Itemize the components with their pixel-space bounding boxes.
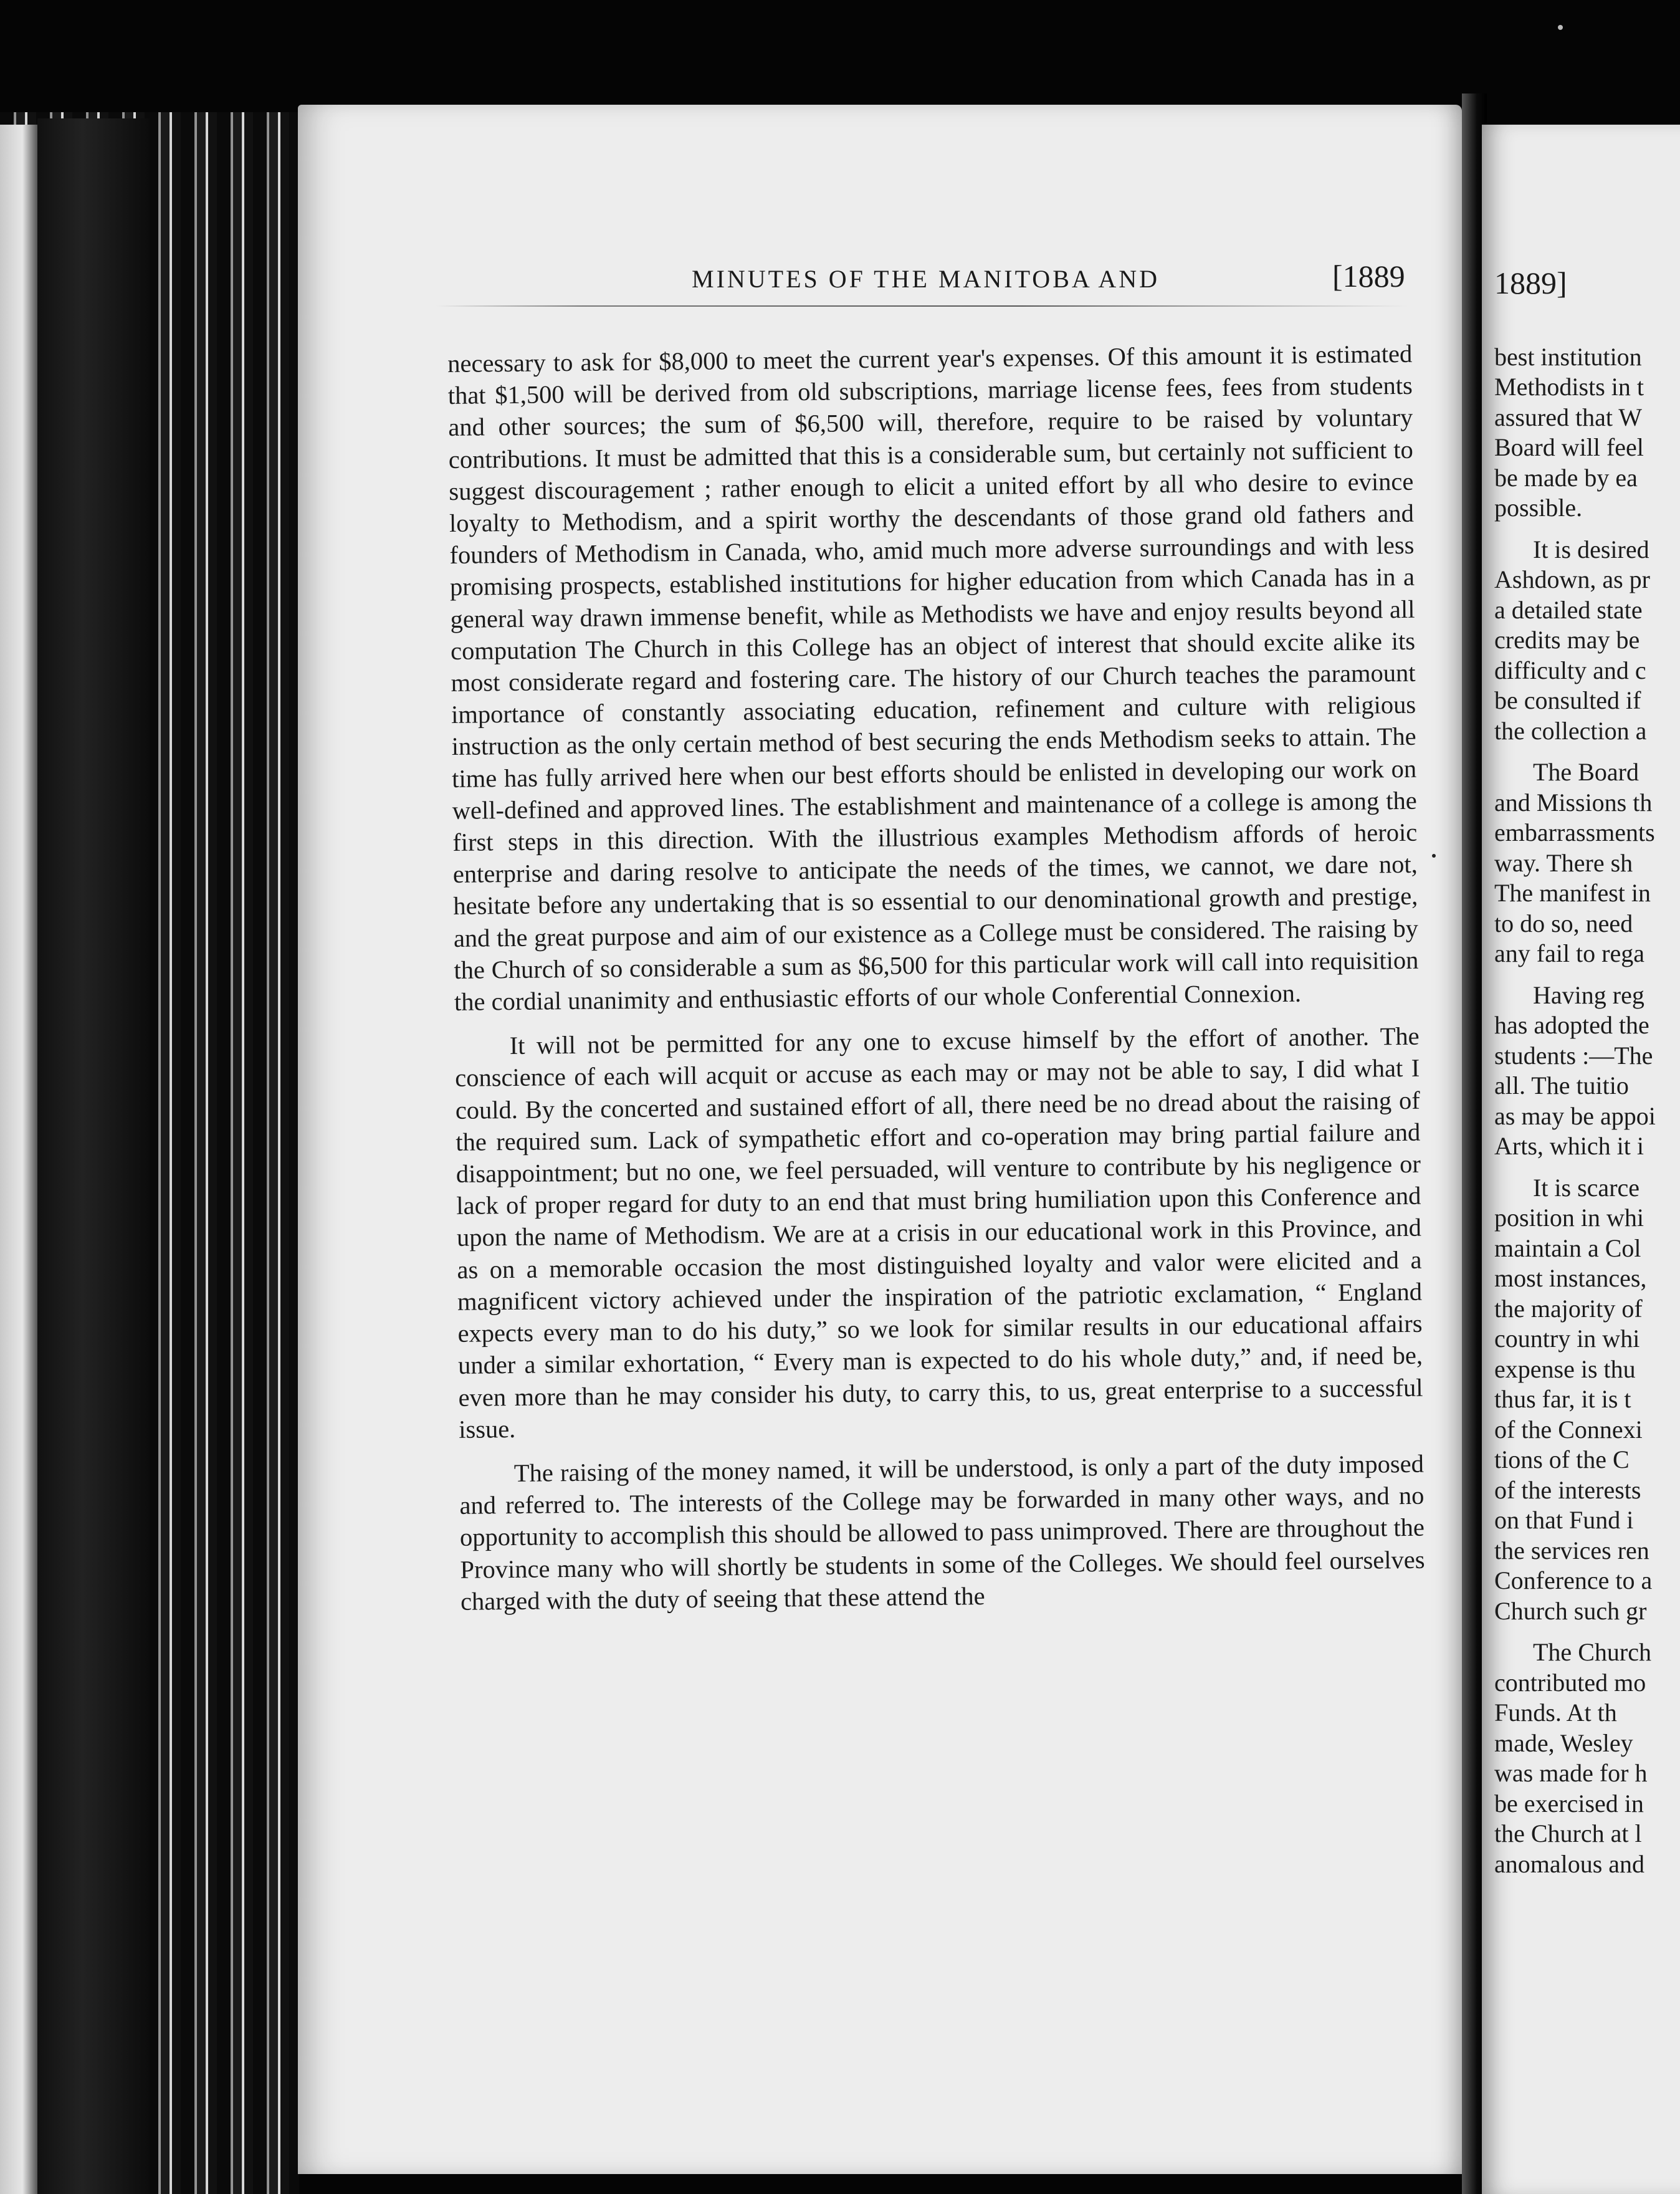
facing-line: assured that W (1494, 403, 1642, 431)
paragraph-2: It will not be permitted for any one to excuse himself by the effort of another. The conscience of each will acquit or accuse as each may or may not be able to say, I did what I could. By the concerted and sustained effort of all, there need be no dread about the raising of the required sum. Lack of sympathetic effort and co-operation may bring partial failure and disappointment; but no one, we feel persuaded, will venture to contribute by his negligence or lack of proper regard for duty to an end that must bring humiliation upon this Conference and upon the name of Methodism. We are at a crisis in our educational work in this Province, and as on a memorable occasion the most distinguished loyalty and valor were elicited and a magnificent victory achieved under the inspiration of the patriotic exclamation, “ England expects every man to do his duty,” so we look for similar results in our educational affairs under a similar exhortation, “ Every man is expected to do his whole duty,” and, if need be, even more than he may consider his duty, to carry this, to us, great enterprise to a successful issue. (455, 1022, 1423, 1444)
facing-line: be exercised in (1494, 1789, 1644, 1818)
scan-speck (1558, 25, 1563, 30)
facing-line: It is desired (1533, 535, 1649, 563)
facing-line: on that Fund i (1494, 1506, 1634, 1534)
facing-line: be consulted if (1494, 686, 1641, 714)
facing-paragraph-6 (1494, 1637, 1680, 1879)
facing-line: contributed mo (1494, 1668, 1646, 1697)
paper-speck (1432, 854, 1436, 858)
facing-page-text (1494, 268, 1680, 1879)
facing-line: The manifest in (1494, 879, 1651, 907)
facing-line: Arts, which it i (1494, 1132, 1644, 1160)
facing-line: the Church at l (1494, 1819, 1642, 1847)
facing-line: Funds. At th (1494, 1698, 1617, 1727)
facing-line: Ashdown, as pr (1494, 565, 1650, 593)
book-spine-edge (0, 125, 37, 2194)
page-body-text (447, 338, 1425, 1617)
facing-paragraph-1 (1494, 342, 1680, 524)
facing-line: expense is thu (1494, 1354, 1636, 1383)
paragraph-1: necessary to ask for $8,000 to meet the current year's expenses. Of this amount it is estimated that $1,500 will be derived from old subscriptions, marriage license fees, fees from students and other sources; the sum of $6,500 will, therefore, require to be raised by voluntary contributions. It must be admitted that this is a considerable sum, but certainly not sufficient to suggest discouragement ; rather enough to elicit a united effort by all who desire to evince loyalty to Methodism, and a spirit worthy the descendants of those grand old fathers and founders of Methodism in Canada, who, amid much more adverse surroundings and with less promising prospects, established institutions for higher education from which Canada has in a general way drawn immense benefit, while as Methodists we have and enjoy results beyond all computation The Church in this College has an object of interest that should excite alike its most considerate regard and fostering care. The history of our Church teaches the paramount importance of constantly associating education, refinement and culture with religious instruction as the only certain method of best securing the ends Methodism seeks to attain. The time has fully arrived here when our best efforts should be enlisted in developing our work on well-defined and approved lines. The establishment and maintenance of a college is among the first steps in this direction. With the illustrious examples Methodism affords of heroic enterprise and daring resolve to anticipate the needs of the times, we cannot, we dare not, hesitate before any undertaking that is so essential to our denominational growth and prestige, and the great purpose and aim of our existence as a College must be considered. The raising by the Church of so considerable a sum as $6,500 for this particular work will call into requisition the cordial unanimity and enthusiastic efforts of our whole Conferential Connexion. (447, 339, 1419, 1017)
facing-page-number: 1889] (1494, 266, 1567, 300)
facing-line: all. The tuitio (1494, 1071, 1629, 1099)
facing-line: maintain a Col (1494, 1234, 1641, 1262)
facing-line: thus far, it is t (1494, 1385, 1631, 1413)
facing-line: a detailed state (1494, 595, 1643, 624)
facing-line: difficulty and c (1494, 656, 1646, 684)
facing-paragraph-3 (1494, 757, 1680, 969)
facing-line: position in whi (1494, 1204, 1644, 1232)
facing-line: was made for h (1494, 1759, 1648, 1787)
facing-line: Conference to a (1494, 1566, 1653, 1594)
facing-line: of the interests (1494, 1475, 1641, 1504)
paragraph-3: The raising of the money named, it will be understood, is only a part of the duty imposed and referred to. The interests of the College may be forwarded in many other ways, and no opportunity to accomplish this should be allowed to pass unimproved. There are throughout the Province many who will shortly be students in some of the Colleges. We should feel ourselves charged with the duty of seeing that these attend the (459, 1449, 1425, 1616)
facing-line: students :—The (1494, 1041, 1653, 1070)
facing-line: possible. (1494, 494, 1583, 522)
facing-line: best institution (1494, 342, 1642, 371)
facing-line: to do so, need (1494, 909, 1633, 937)
facing-line: the services ren (1494, 1536, 1649, 1564)
facing-line: the majority of (1494, 1294, 1643, 1323)
facing-paragraph-4 (1494, 980, 1680, 1162)
facing-line: way. There sh (1494, 848, 1633, 877)
facing-line: and Missions th (1494, 788, 1653, 817)
facing-line: country in whi (1494, 1325, 1640, 1353)
book-shadow (37, 118, 150, 2194)
facing-line: credits may be (1494, 626, 1640, 654)
facing-line: Church such gr (1494, 1596, 1647, 1625)
facing-line: as may be appoi (1494, 1101, 1656, 1130)
facing-line: most instances, (1494, 1264, 1647, 1292)
facing-line: Board will feel (1494, 433, 1644, 461)
facing-line: of the Connexi (1494, 1415, 1643, 1444)
facing-line: tions of the C (1494, 1445, 1630, 1473)
facing-line: be made by ea (1494, 463, 1638, 492)
header-rule (436, 305, 1408, 307)
facing-paragraph-2 (1494, 535, 1680, 747)
facing-line: made, Wesley (1494, 1728, 1633, 1757)
facing-line: anomalous and (1494, 1849, 1645, 1878)
facing-line: It is scarce (1533, 1173, 1640, 1202)
facing-line: Having reg (1533, 980, 1644, 1009)
facing-line: the collection a (1494, 716, 1647, 745)
facing-paragraph-5 (1494, 1173, 1680, 1627)
facing-line: The Board (1533, 758, 1639, 786)
page-number: [1889 (1332, 259, 1405, 294)
facing-line: The Church (1533, 1638, 1651, 1666)
running-head-title: MINUTES OF THE MANITOBA AND (692, 265, 1160, 293)
facing-line: any fail to rega (1494, 939, 1644, 967)
facing-line: has adopted the (1494, 1011, 1649, 1039)
facing-line: embarrassments (1494, 818, 1655, 846)
facing-line: Methodists in t (1494, 373, 1644, 401)
